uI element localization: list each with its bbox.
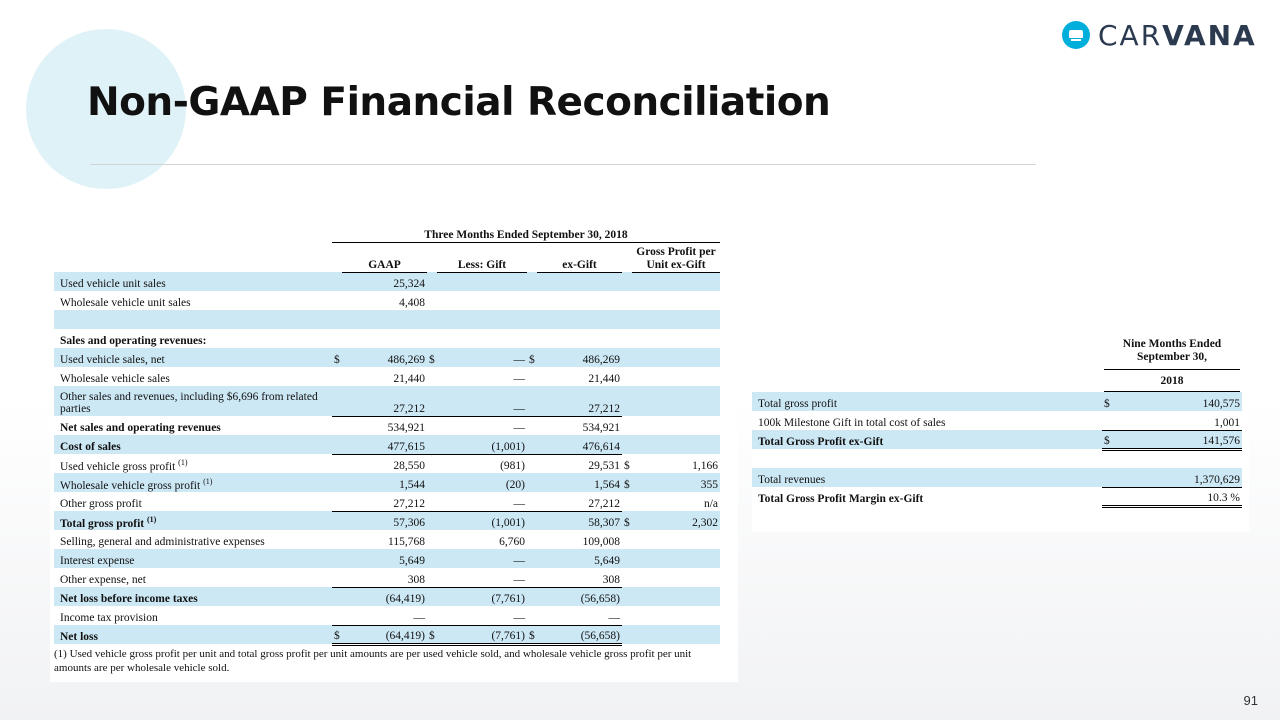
row-label-text: Total gross profit — [60, 517, 145, 530]
currency-symbol — [332, 473, 342, 492]
cell-gaap: 27,212 — [342, 386, 427, 416]
currency-symbol — [332, 367, 342, 386]
cell-pu — [632, 291, 720, 310]
currency-symbol — [527, 386, 537, 416]
row-label — [54, 568, 332, 587]
carvana-car-icon — [1062, 21, 1090, 49]
row-label — [54, 329, 332, 348]
cell-ex: (56,658) — [537, 625, 622, 644]
row-label — [54, 367, 332, 386]
currency-symbol — [332, 435, 342, 454]
currency-symbol — [332, 416, 342, 435]
cell-gift: — — [513, 422, 525, 435]
footnote: (1) Used vehicle gross profit per unit and total gross profit per unit amounts are per used vehicle sold, and wholesale vehicle gross profit per unit amounts are per wholesale vehicle sold. — [54, 648, 692, 675]
table-row — [54, 416, 720, 435]
currency-symbol — [622, 568, 632, 587]
cell-gaap: (64,419) — [342, 587, 427, 606]
currency-symbol — [622, 625, 632, 644]
currency-symbol: $ — [427, 348, 437, 367]
table-row — [54, 329, 720, 348]
currency-symbol — [427, 291, 437, 310]
footnote-ref: (1) — [178, 457, 188, 467]
cell-ex: 27,212 — [537, 492, 622, 511]
cell-ex: 27,212 — [537, 386, 622, 416]
table-row — [54, 310, 720, 329]
cell-value — [1122, 449, 1242, 468]
currency-symbol — [1102, 449, 1122, 468]
cell-gaap — [342, 329, 427, 348]
table-row — [54, 386, 720, 416]
currency-symbol — [622, 329, 632, 348]
currency-symbol — [332, 568, 342, 587]
nine-month-reconciliation-table — [752, 334, 1242, 508]
table-row — [752, 487, 1242, 506]
cell-gift: (20) — [437, 473, 527, 492]
currency-symbol — [1102, 468, 1122, 487]
row-label — [54, 473, 332, 492]
currency-symbol — [527, 587, 537, 606]
row-label-text: Other sales and revenues, including $6,696 from related parties — [60, 390, 318, 416]
currency-symbol — [332, 329, 342, 348]
currency-symbol — [622, 272, 632, 291]
cell-gift: (1,001) — [437, 511, 527, 530]
nine-month-header-line2: September 30, — [1104, 351, 1240, 371]
nine-month-header-line1: Nine Months Ended — [1122, 338, 1222, 351]
row-label: Total revenues — [752, 468, 1102, 487]
row-label — [54, 454, 332, 473]
title-divider — [90, 164, 1036, 165]
table-row — [54, 625, 720, 644]
cell-gift: — — [437, 348, 527, 367]
cell-ex: 476,614 — [537, 435, 622, 454]
cell-gaap: 486,269 — [342, 348, 427, 367]
footnote-ref: (1) — [203, 476, 213, 486]
cell-gift — [437, 310, 527, 329]
table-row — [752, 468, 1242, 487]
currency-symbol — [427, 568, 437, 587]
cell-gift: — — [513, 373, 525, 386]
currency-symbol — [527, 530, 537, 549]
currency-symbol — [427, 473, 437, 492]
currency-symbol — [527, 473, 537, 492]
cell-pu — [632, 310, 720, 329]
cell-gift: — — [437, 549, 527, 568]
cell-gaap: 28,550 — [393, 460, 425, 473]
cell-ex — [537, 310, 622, 329]
table-row — [54, 473, 720, 492]
currency-symbol — [527, 272, 537, 291]
currency-symbol — [527, 454, 537, 473]
column-header-row — [54, 242, 720, 272]
table-row — [752, 430, 1242, 449]
page-number: 91 — [1243, 693, 1258, 708]
cell-gift: (1,001) — [437, 435, 527, 454]
cell-pu — [632, 367, 720, 386]
table-row — [54, 367, 720, 386]
row-label-text: Wholesale vehicle gross profit — [60, 479, 201, 492]
row-label-text: Wholesale vehicle unit sales — [60, 297, 191, 310]
cell-pu — [632, 625, 720, 644]
currency-symbol — [332, 549, 342, 568]
currency-symbol: $ — [427, 625, 437, 644]
cell-ex: 534,921 — [582, 422, 620, 435]
cell-gift: — — [437, 606, 527, 625]
table-row — [54, 348, 720, 367]
row-label-text: Other gross profit — [60, 498, 142, 511]
currency-symbol — [527, 511, 537, 530]
cell-ex: 29,531 — [588, 460, 620, 473]
currency-symbol — [427, 454, 437, 473]
row-label — [54, 416, 332, 435]
row-label — [54, 435, 332, 454]
currency-symbol — [427, 416, 437, 435]
currency-symbol: $ — [527, 348, 537, 367]
row-label — [54, 587, 332, 606]
row-label: Total gross profit — [752, 392, 1102, 411]
currency-symbol — [622, 291, 632, 310]
cell-gift: — — [437, 386, 527, 416]
currency-symbol — [332, 272, 342, 291]
currency-symbol — [427, 492, 437, 511]
three-month-reconciliation-table — [54, 226, 720, 646]
currency-symbol — [427, 367, 437, 386]
cell-gaap: 25,324 — [342, 272, 427, 291]
currency-symbol — [427, 530, 437, 549]
currency-symbol — [527, 435, 537, 454]
row-label — [54, 511, 332, 530]
page-title: Non-GAAP Financial Reconciliation — [87, 80, 831, 125]
cell-ex: — — [537, 606, 622, 625]
currency-symbol — [1102, 411, 1122, 430]
cell-value: 1,001 — [1122, 411, 1242, 430]
cell-gift — [437, 272, 527, 291]
cell-pu — [632, 606, 720, 625]
cell-pu — [632, 272, 720, 291]
currency-symbol: $ — [1102, 392, 1122, 411]
cell-pu — [632, 568, 720, 587]
cell-gift: — — [437, 568, 527, 587]
cell-pu — [632, 549, 720, 568]
cell-pu: n/a — [703, 498, 718, 511]
currency-symbol: $ — [624, 460, 630, 473]
nine-month-header-row — [752, 334, 1242, 392]
row-label-text: Net loss before income taxes — [60, 593, 198, 606]
row-label — [54, 291, 332, 310]
cell-gaap: 27,212 — [342, 492, 427, 511]
footnote-ref: (1) — [147, 514, 157, 524]
currency-symbol — [332, 511, 342, 530]
currency-symbol — [622, 348, 632, 367]
currency-symbol — [622, 435, 632, 454]
currency-symbol — [427, 386, 437, 416]
cell-gaap: 308 — [342, 568, 427, 587]
col-gross-profit-per-unit: Gross Profit per Unit ex-Gift — [632, 242, 720, 272]
row-label-text: Sales and operating revenues: — [60, 335, 207, 348]
currency-symbol: $ — [1102, 430, 1122, 449]
cell-gaap: 1,544 — [342, 473, 427, 492]
cell-pu: 2,302 — [632, 511, 720, 530]
cell-gift — [437, 291, 527, 310]
cell-gaap: 57,306 — [342, 511, 427, 530]
cell-gaap: 534,921 — [387, 422, 425, 435]
currency-symbol — [427, 606, 437, 625]
currency-symbol — [622, 530, 632, 549]
cell-ex: 58,307 — [537, 511, 622, 530]
currency-symbol — [332, 530, 342, 549]
table-row — [54, 568, 720, 587]
currency-symbol — [332, 587, 342, 606]
row-label-text: Net loss — [60, 631, 99, 644]
cell-gaap: — — [342, 606, 427, 625]
cell-ex: 486,269 — [537, 348, 622, 367]
currency-symbol — [332, 454, 342, 473]
cell-ex: (56,658) — [537, 587, 622, 606]
currency-symbol — [622, 386, 632, 416]
col-gaap: GAAP — [342, 242, 427, 272]
row-label — [54, 549, 332, 568]
currency-symbol — [332, 386, 342, 416]
currency-symbol — [427, 587, 437, 606]
cell-gift: — — [437, 492, 527, 511]
col-ex-gift: ex-Gift — [537, 242, 622, 272]
currency-symbol — [427, 272, 437, 291]
period-header: Three Months Ended September 30, 2018 — [332, 226, 720, 242]
cell-gift: (981) — [500, 460, 525, 473]
row-label — [54, 492, 332, 511]
currency-symbol — [427, 549, 437, 568]
currency-symbol: $ — [332, 348, 342, 367]
cell-gaap: (64,419) — [342, 625, 427, 644]
table-row — [54, 606, 720, 625]
cell-gaap: 4,408 — [399, 297, 425, 310]
currency-symbol — [527, 606, 537, 625]
cell-pu — [632, 435, 720, 454]
currency-symbol — [622, 367, 632, 386]
row-label-text: Selling, general and administrative expenses — [60, 536, 265, 549]
currency-symbol — [332, 492, 342, 511]
cell-ex: 308 — [537, 568, 622, 587]
cell-gaap: 5,649 — [342, 549, 427, 568]
table-row — [54, 435, 720, 454]
currency-symbol — [527, 416, 537, 435]
row-label-text: Cost of sales — [60, 441, 121, 454]
currency-symbol — [332, 606, 342, 625]
nine-month-year: 2018 — [1104, 370, 1240, 392]
currency-symbol — [427, 329, 437, 348]
cell-ex: 21,440 — [588, 373, 620, 386]
table-row — [752, 449, 1242, 468]
nine-month-reconciliation-panel — [752, 327, 1249, 532]
currency-symbol: $ — [622, 473, 632, 492]
cell-gaap: 477,615 — [342, 435, 427, 454]
cell-pu — [632, 386, 720, 416]
row-label-text: Net sales and operating revenues — [60, 422, 221, 435]
cell-gift: 6,760 — [499, 536, 525, 549]
currency-symbol: $ — [332, 625, 342, 644]
cell-ex: 109,008 — [582, 536, 620, 549]
row-label-text: Used vehicle unit sales — [60, 278, 166, 291]
nine-month-header — [1102, 334, 1242, 392]
row-label-text: Used vehicle gross profit — [60, 460, 176, 473]
row-label-text: Wholesale vehicle sales — [60, 373, 170, 386]
three-month-reconciliation-panel — [50, 212, 738, 682]
cell-ex — [537, 291, 622, 310]
currency-symbol — [527, 549, 537, 568]
cell-value: 10.3 % — [1122, 487, 1242, 506]
cell-gift — [437, 329, 527, 348]
currency-symbol — [622, 416, 632, 435]
currency-symbol — [527, 367, 537, 386]
currency-symbol — [622, 587, 632, 606]
cell-pu: 1,166 — [692, 460, 718, 473]
cell-gift: (7,761) — [437, 587, 527, 606]
currency-symbol — [527, 310, 537, 329]
col-less-gift: Less: Gift — [437, 242, 527, 272]
cell-gaap: 115,768 — [388, 536, 425, 549]
currency-symbol — [1102, 487, 1122, 506]
cell-ex: 5,649 — [537, 549, 622, 568]
row-label-text: Other expense, net — [60, 574, 146, 587]
table-row — [54, 511, 720, 530]
logo-wordmark: CARVANA — [1098, 18, 1257, 52]
row-label — [54, 310, 332, 329]
table-row — [54, 492, 720, 511]
cell-pu — [632, 329, 720, 348]
period-header-row — [54, 226, 720, 242]
currency-symbol — [527, 568, 537, 587]
table-row — [54, 272, 720, 291]
row-label — [54, 348, 332, 367]
currency-symbol: $ — [527, 625, 537, 644]
cell-pu — [632, 348, 720, 367]
row-label — [54, 530, 332, 549]
carvana-logo — [1062, 20, 1257, 50]
row-label: 100k Milestone Gift in total cost of sales — [758, 417, 946, 430]
cell-ex — [537, 329, 622, 348]
currency-symbol: $ — [622, 511, 632, 530]
table-row — [54, 587, 720, 606]
cell-value: 141,576 — [1122, 430, 1242, 449]
row-label-text: Interest expense — [60, 555, 135, 568]
cell-gift: (7,761) — [437, 625, 527, 644]
row-label — [752, 449, 1102, 468]
row-label — [54, 272, 332, 291]
cell-value: 140,575 — [1122, 392, 1242, 411]
table-row — [54, 530, 720, 549]
row-label — [54, 386, 332, 416]
row-label: Total Gross Profit Margin ex-Gift — [758, 493, 924, 506]
currency-symbol — [332, 310, 342, 329]
row-label: Total Gross Profit ex-Gift — [752, 430, 1102, 449]
cell-gaap — [342, 310, 427, 329]
table-row — [54, 291, 720, 310]
currency-symbol — [332, 291, 342, 310]
row-label — [54, 625, 332, 644]
row-label-text: Income tax provision — [60, 612, 158, 625]
currency-symbol — [622, 310, 632, 329]
currency-symbol — [622, 606, 632, 625]
cell-value: 1,370,629 — [1122, 468, 1242, 487]
table-row — [752, 411, 1242, 430]
currency-symbol — [622, 549, 632, 568]
table-row — [752, 392, 1242, 411]
currency-symbol — [527, 291, 537, 310]
cell-ex — [537, 272, 622, 291]
cell-pu — [632, 587, 720, 606]
table-row — [54, 549, 720, 568]
cell-gaap: 21,440 — [393, 373, 425, 386]
cell-pu — [632, 416, 720, 435]
currency-symbol — [427, 310, 437, 329]
currency-symbol — [427, 435, 437, 454]
table-row — [54, 454, 720, 473]
row-label — [54, 606, 332, 625]
cell-pu: 355 — [632, 473, 720, 492]
cell-pu — [632, 530, 720, 549]
currency-symbol — [622, 492, 632, 511]
row-label-text: Used vehicle sales, net — [60, 354, 165, 367]
currency-symbol — [527, 329, 537, 348]
currency-symbol — [427, 511, 437, 530]
currency-symbol — [527, 492, 537, 511]
cell-ex: 1,564 — [537, 473, 622, 492]
